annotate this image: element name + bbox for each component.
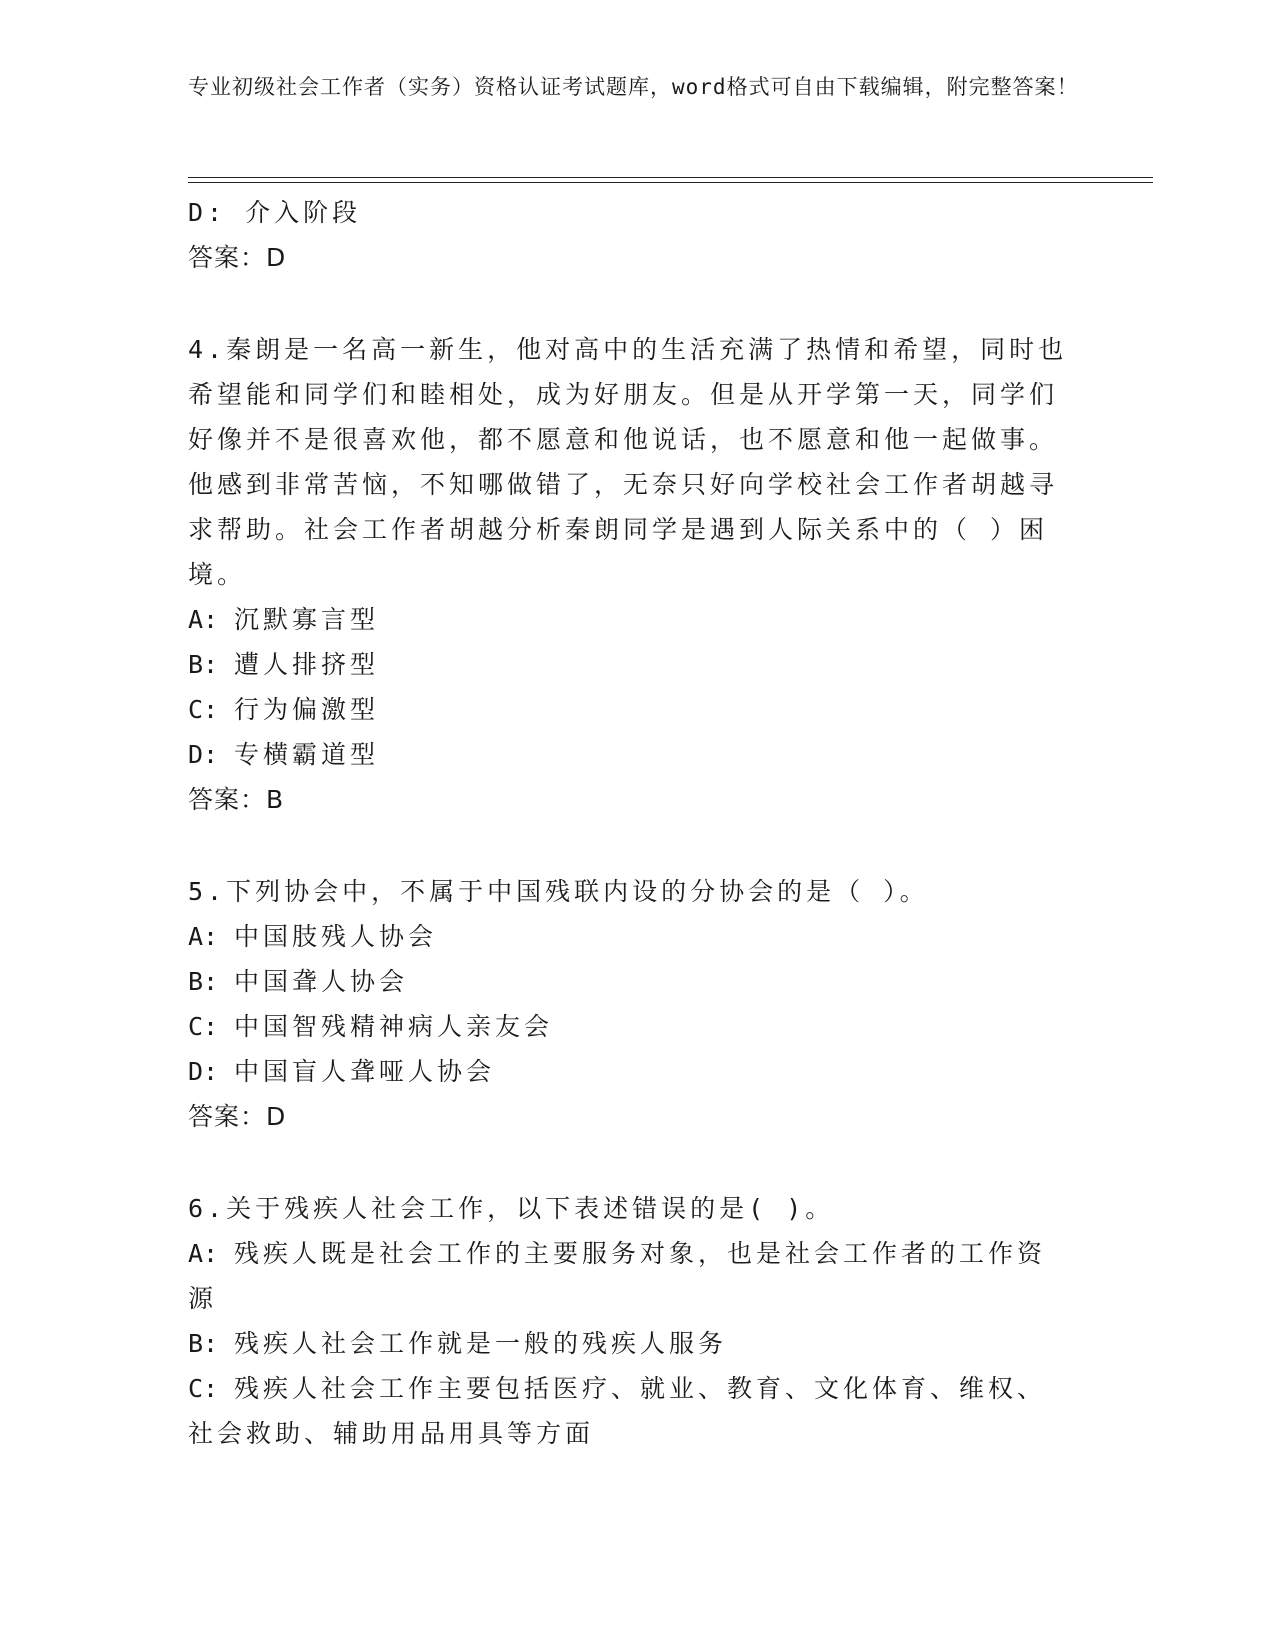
option-label: C: [188, 695, 219, 724]
option-b [188, 1321, 1068, 1366]
option-d [188, 1049, 1088, 1094]
option-b [188, 959, 1088, 1004]
option-a [188, 914, 1088, 959]
option-text: 残疾人社会工作就是一般的残疾人服务 [234, 1329, 728, 1358]
option-text: 沉默寡言型 [234, 605, 380, 634]
question-5 [188, 869, 1088, 1139]
option-label: A: [188, 605, 219, 634]
prev-answer: 答案：D [188, 243, 287, 272]
option-text: 行为偏激型 [234, 695, 380, 724]
option-a [188, 597, 1088, 642]
prev-option-d: D: 介入阶段 [188, 198, 362, 227]
option-text: 专横霸道型 [234, 740, 380, 769]
option-label: B: [188, 650, 219, 679]
option-text: 残疾人社会工作主要包括医疗、就业、教育、文化体育、维权、社会救助、辅助用品用具等方面 [188, 1374, 1047, 1448]
question-stem: 6.关于残疾人社会工作，以下表述错误的是( )。 [188, 1194, 835, 1223]
question-6 [188, 1186, 1088, 1456]
option-d [188, 732, 1088, 777]
question-stem: 5.下列协会中，不属于中国残联内设的分协会的是（ ）。 [188, 877, 929, 906]
option-text: 遭人排挤型 [234, 650, 380, 679]
option-c [188, 1004, 1088, 1049]
answer: 答案：B [188, 785, 285, 814]
option-text: 中国智残精神病人亲友会 [234, 1012, 554, 1041]
option-b [188, 642, 1088, 687]
header-rule-bottom [188, 182, 1153, 183]
answer: 答案：D [188, 1102, 287, 1131]
option-label: D: [188, 1057, 219, 1086]
option-label: C: [188, 1012, 219, 1041]
option-a [188, 1231, 1068, 1321]
option-label: B: [188, 1329, 219, 1358]
option-label: A: [188, 922, 219, 951]
option-label: C: [188, 1374, 219, 1403]
option-c [188, 687, 1088, 732]
question-4 [188, 327, 1088, 822]
option-text: 中国聋人协会 [234, 967, 409, 996]
option-c [188, 1366, 1068, 1456]
option-label: D: [188, 740, 219, 769]
document-header: 专业初级社会工作者（实务）资格认证考试题库，word格式可自由下载编辑，附完整答案！ [188, 75, 1079, 99]
option-label: B: [188, 967, 219, 996]
header-rule-top [188, 177, 1153, 178]
option-label: A: [188, 1239, 219, 1268]
document-body [188, 190, 1088, 1456]
question-stem: 4.秦朗是一名高一新生，他对高中的生活充满了热情和希望，同时也希望能和同学们和睦相处，成为好朋友。但是从开学第一天，同学们好像并不是很喜欢他，都不愿意和他说话，也不愿意和他一起做事。他感到非常苦恼，不知哪做错了，无奈只好向学校社会工作者胡越寻求帮助。社会工作者胡越分析秦朗同学是遇到人际关系中的（ ）困境。 [188, 335, 1068, 589]
option-text: 残疾人既是社会工作的主要服务对象，也是社会工作者的工作资源 [188, 1239, 1047, 1313]
option-text: 中国盲人聋哑人协会 [234, 1057, 496, 1086]
option-text: 中国肢残人协会 [234, 922, 438, 951]
